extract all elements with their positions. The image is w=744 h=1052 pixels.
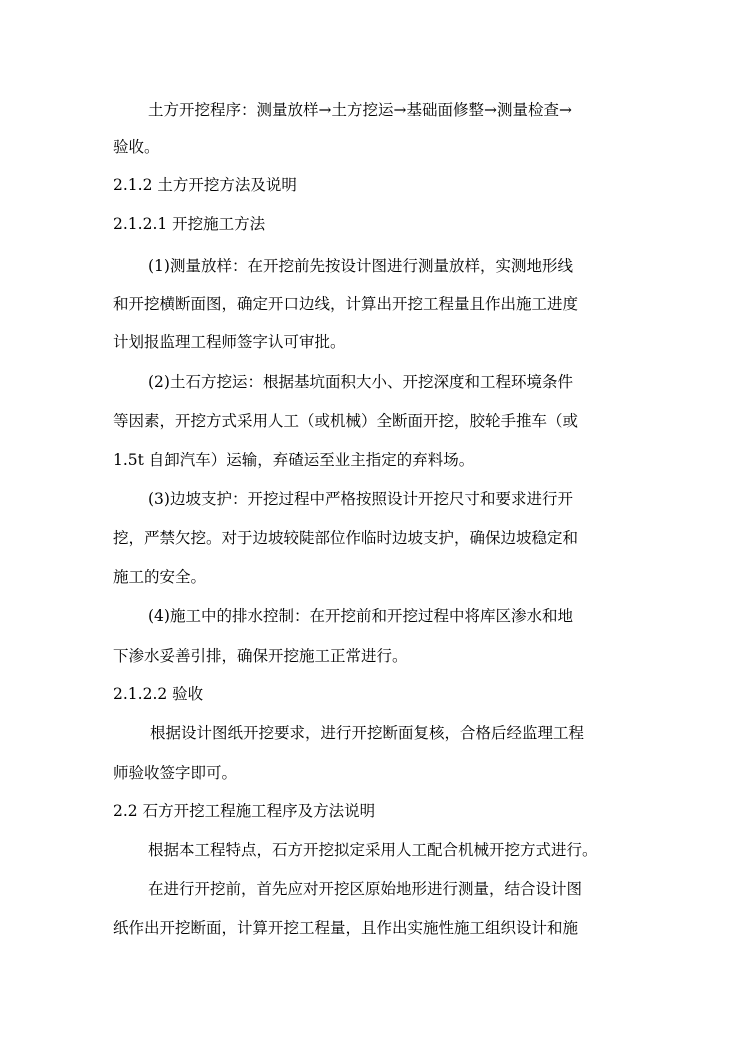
text-line: 下渗水妥善引排，确保开挖施工正常进行。 [113,647,408,665]
section-heading: 2.1.2 土方开挖方法及说明 [113,176,297,194]
text-line: 验收。 [113,138,160,156]
text-line: (1)测量放样：在开挖前先按设计图进行测量放样，实测地形线 [148,257,573,275]
text-line: 挖，严禁欠挖。对于边坡较陡部位作临时边坡支护，确保边坡稳定和 [113,529,579,547]
subsection-heading: 2.1.2.2 验收 [113,685,204,703]
text-line: 计划报监理工程师签字认可审批。 [113,333,346,351]
text-line: (4)施工中的排水控制：在开挖前和开挖过程中将库区渗水和地 [148,607,573,625]
text-line: 施工的安全。 [113,568,207,586]
text-line: 和开挖横断面图，确定开口边线，计算出开挖工程量且作出施工进度 [113,295,579,313]
text-line: 土方开挖程序：测量放样→土方挖运→基础面修整→测量检查→ [148,101,572,119]
text-line: (2)土石方挖运：根据基坑面积大小、开挖深度和工程环境条件 [148,373,573,391]
section-heading: 2.2 石方开挖工程施工程序及方法说明 [113,802,376,820]
subsection-heading: 2.1.2.1 开挖施工方法 [113,215,266,233]
text-line: 在进行开挖前，首先应对开挖区原始地形进行测量，结合设计图 [148,880,583,898]
text-line: 纸作出开挖断面，计算开挖工程量，且作出实施性施工组织设计和施 [113,919,579,937]
text-line: (3)边坡支护：开挖过程中严格按照设计开挖尺寸和要求进行开 [148,490,573,508]
text-line: 根据设计图纸开挖要求，进行开挖断面复核，合格后经监理工程 [150,724,585,742]
text-line: 师验收签字即可。 [113,764,238,782]
text-line: 根据本工程特点，石方开挖拟定采用人工配合机械开挖方式进行。 [148,841,598,859]
text-line: 1.5t 自卸汽车）运输，弃碴运至业主指定的弃料场。 [113,451,475,469]
text-line: 等因素，开挖方式采用人工（或机械）全断面开挖，胶轮手推车（或 [113,412,579,430]
